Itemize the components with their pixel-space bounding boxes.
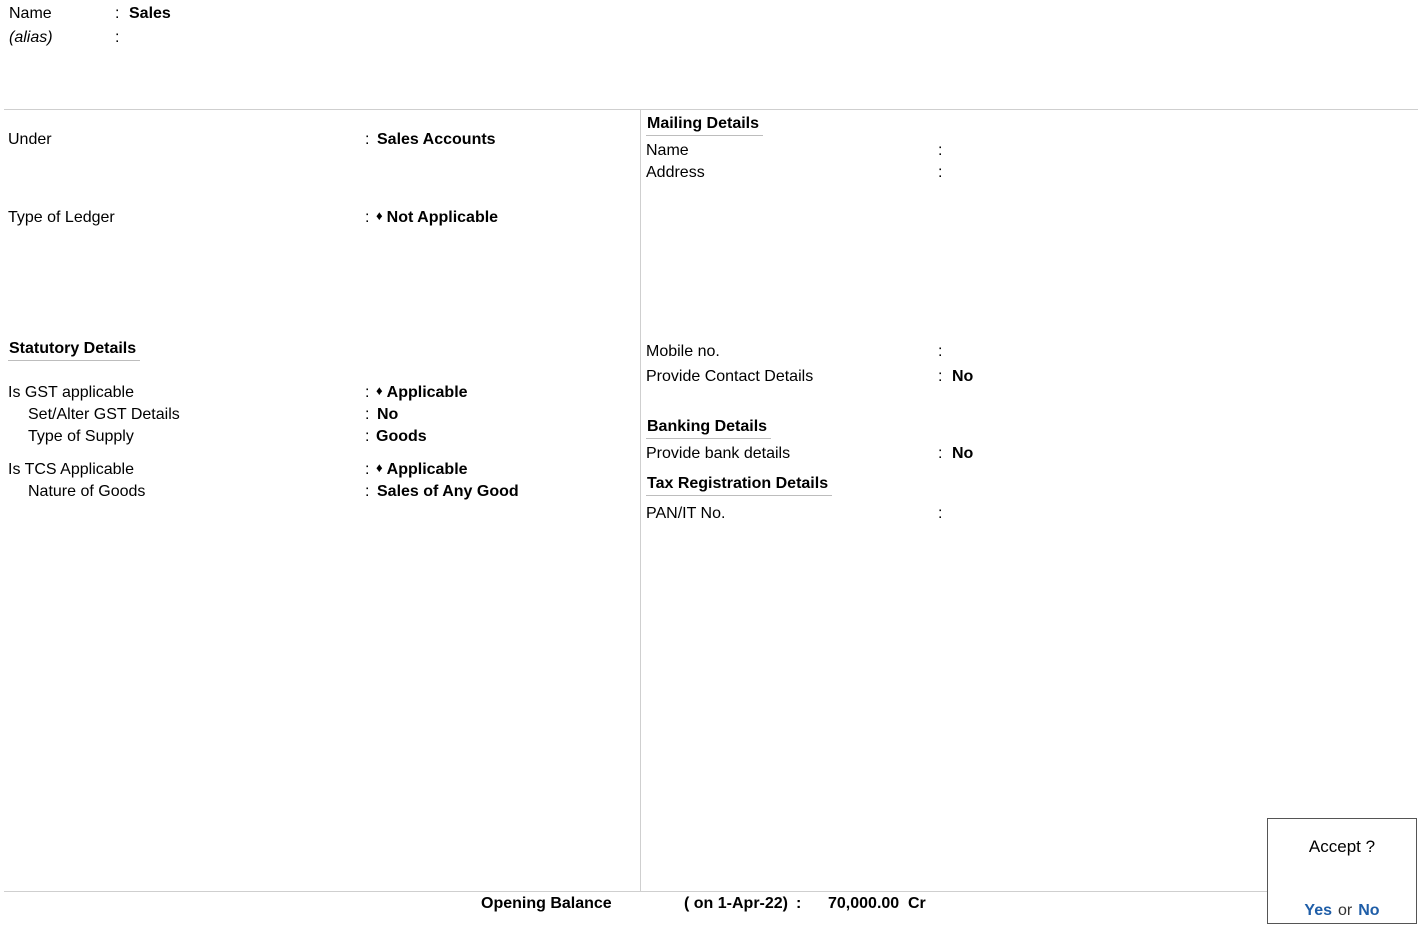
type-of-ledger-field[interactable] (376, 208, 498, 228)
type-of-supply-field[interactable]: Goods (376, 428, 427, 445)
gst-applicable-value: Applicable (386, 384, 468, 401)
mailing-details-title: Mailing Details (646, 114, 763, 136)
tax-registration-title: Tax Registration Details (646, 474, 832, 496)
statutory-details-title: Statutory Details (8, 339, 140, 361)
pan-field[interactable] (952, 504, 1252, 524)
type-of-supply-colon: : (365, 428, 370, 445)
gst-applicable-field[interactable] (376, 383, 468, 403)
tcs-applicable-value: Applicable (386, 461, 468, 478)
tcs-applicable-colon: : (365, 461, 370, 478)
set-alter-gst-field[interactable]: No (377, 406, 399, 423)
address-label: Address (646, 164, 705, 181)
header-divider (4, 109, 1418, 110)
mobile-label: Mobile no. (646, 343, 720, 360)
accept-question: Accept ? (1308, 837, 1376, 856)
opening-balance-cr-dr[interactable]: Cr (908, 895, 926, 912)
diamond-icon: ♦ (376, 208, 383, 223)
pan-label: PAN/IT No. (646, 505, 726, 522)
provide-contact-field[interactable]: No (952, 368, 974, 385)
set-alter-gst-label: Set/Alter GST Details (28, 406, 180, 423)
gst-applicable-label: Is GST applicable (8, 384, 134, 401)
mobile-colon: : (938, 343, 943, 360)
provide-contact-colon: : (938, 368, 943, 385)
accept-options (1268, 901, 1416, 921)
address-colon: : (938, 164, 943, 181)
provide-bank-colon: : (938, 445, 943, 462)
mailing-name-field[interactable] (952, 141, 1352, 161)
gst-applicable-colon: : (365, 384, 370, 401)
accept-yes-button[interactable]: Yes (1304, 902, 1333, 919)
type-of-supply-label: Type of Supply (28, 428, 134, 445)
address-field[interactable] (952, 163, 1352, 183)
mobile-field[interactable] (952, 342, 1252, 362)
type-of-ledger-label: Type of Ledger (8, 209, 115, 226)
column-divider (640, 110, 641, 891)
alias-label: (alias) (9, 29, 53, 46)
name-colon: : (115, 5, 120, 22)
opening-balance-label: Opening Balance (481, 895, 612, 912)
mailing-name-colon: : (938, 142, 943, 159)
provide-bank-field[interactable]: No (952, 445, 974, 462)
diamond-icon: ♦ (376, 383, 383, 398)
set-alter-gst-colon: : (365, 406, 370, 423)
diamond-icon: ♦ (376, 460, 383, 475)
nature-of-goods-colon: : (365, 483, 370, 500)
provide-contact-label: Provide Contact Details (646, 368, 814, 385)
alias-field[interactable] (129, 28, 429, 48)
under-label: Under (8, 131, 52, 148)
nature-of-goods-label: Nature of Goods (28, 483, 146, 500)
accept-dialog (1267, 818, 1417, 924)
pan-colon: : (938, 505, 943, 522)
ledger-name-field[interactable]: Sales (129, 5, 171, 22)
accept-or-text: or (1338, 902, 1353, 919)
footer-divider (4, 891, 1267, 892)
mailing-name-label: Name (646, 142, 689, 159)
alias-colon: : (115, 29, 120, 46)
opening-balance-amount-field[interactable]: 70,000.00 (828, 895, 900, 912)
tcs-applicable-label: Is TCS Applicable (8, 461, 134, 478)
provide-bank-label: Provide bank details (646, 445, 791, 462)
type-of-ledger-value: Not Applicable (386, 209, 499, 226)
nature-of-goods-field[interactable]: Sales of Any Good (377, 483, 519, 500)
banking-details-title: Banking Details (646, 417, 771, 439)
opening-balance-date: ( on 1-Apr-22) (684, 895, 788, 912)
under-colon: : (365, 131, 370, 148)
under-field[interactable]: Sales Accounts (377, 131, 496, 148)
opening-balance-colon: : (796, 895, 802, 912)
type-of-ledger-colon: : (365, 209, 370, 226)
accept-no-button[interactable]: No (1358, 902, 1380, 919)
name-label: Name (9, 5, 52, 22)
tcs-applicable-field[interactable] (376, 460, 468, 480)
